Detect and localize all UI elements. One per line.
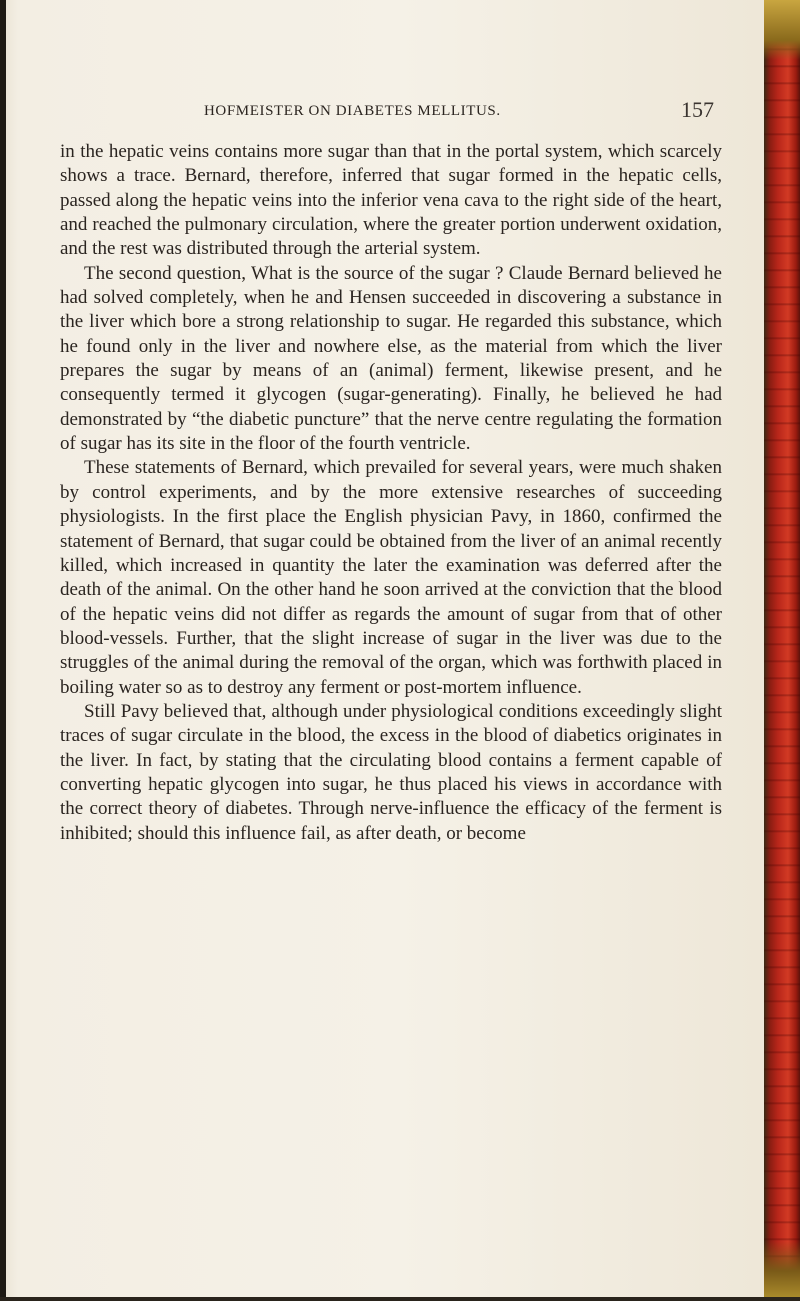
running-head: HOFMEISTER ON DIABETES MELLITUS. bbox=[204, 103, 501, 119]
page-number: 157 bbox=[681, 97, 714, 122]
paragraph-1: in the hepatic veins contains more sugar than that in the portal system, which scarcely shows a trace. Bernard, therefore, inferred that sugar formed in the hepatic cells, passed along the hepatic veins into the inferior vena cava to the right side of the heart, and reached the pulmonary circulation, where the greater portion underwent oxidation, and the rest was distributed through the arterial system. bbox=[60, 141, 722, 260]
page-bottom-edge bbox=[0, 1297, 800, 1301]
paragraph-4: Still Pavy believed that, although under physiological conditions exceedingly slight traces of sugar circulate in the blood, the excess in the blood of diabetics originates in the liver. In fact, by stating that the circulating blood contains a ferment capable of converting hepatic glycogen into sugar, he thus placed his views in accordance with the correct theory of diabetes. Through nerve-influence the efficacy of the ferment is inhibited; should this influence fail, as after death, or become bbox=[60, 700, 722, 844]
spine-gilt-top bbox=[764, 0, 800, 60]
paragraph-2: The second question, What is the source of the sugar ? Claude Bernard believed he had solved completely, when he and Hensen succeeded in discovering a substance in the liver which bore a strong relationship to sugar. He regarded this substance, which he found only in the liver and nowhere else, as the material from which the liver prepares the sugar by means of an (animal) ferment, likewise present, and he consequently termed it glycogen (sugar-generating). Finally, he believed he had demonstrated by “the diabetic puncture” that the nerve centre regulating the formation of sugar has its site in the floor of the fourth ventricle. bbox=[60, 262, 722, 455]
page-header bbox=[60, 97, 730, 127]
page-left-edge bbox=[0, 0, 6, 1301]
paragraph-3: These statements of Bernard, which prevailed for several years, were much shaken by control experiments, and by the more extensive researches of succeeding physiologists. In the first place the English physician Pavy, in 1860, confirmed the statement of Bernard, that sugar could be obtained from the liver of an animal recently killed, which increased in quantity the later the examination was deferred after the death of the animal. On the other hand he soon arrived at the conviction that the blood of the hepatic veins did not differ as regards the amount of sugar from that of other blood-vessels. Further, that the slight increase of sugar in the liver was due to the struggles of the animal during the removal of the organ, which was forthwith placed in boiling water so as to destroy any ferment or post-mortem influence. bbox=[60, 457, 722, 698]
body-text bbox=[60, 140, 722, 846]
spine-gilt-bottom bbox=[764, 1241, 800, 1301]
book-spine-edge bbox=[764, 0, 800, 1301]
